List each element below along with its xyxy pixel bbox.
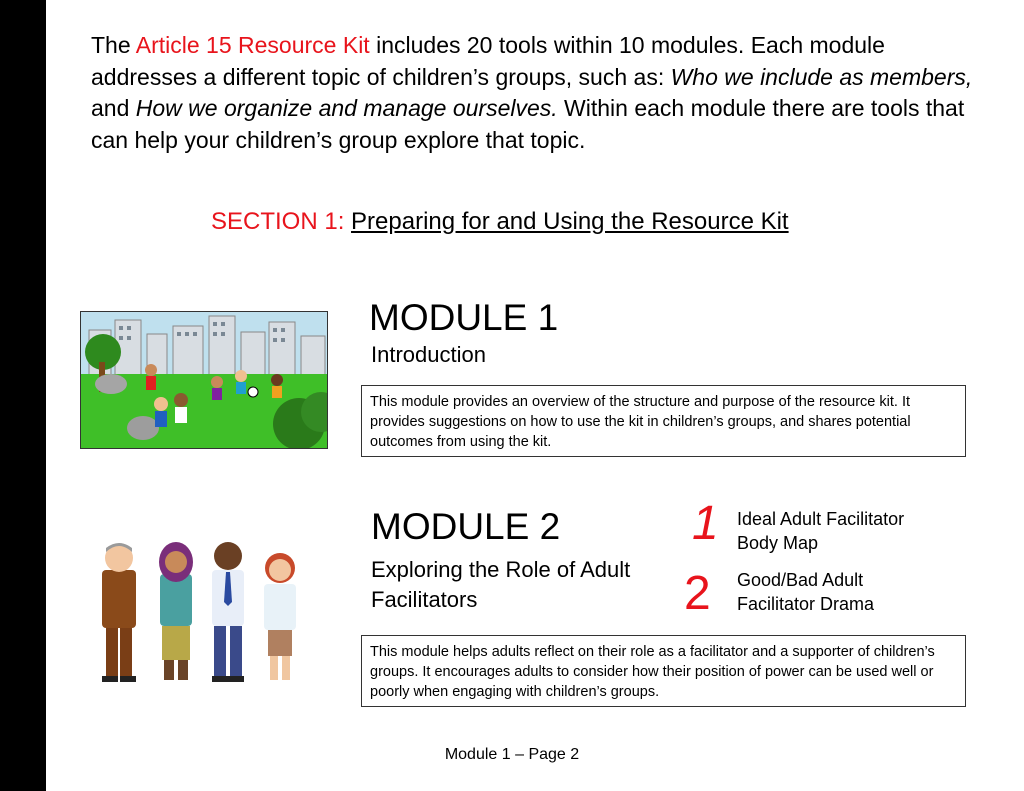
park-scene-illustration (80, 311, 328, 449)
module-2-subtitle: Exploring the Role of Adult Facilitators (371, 557, 631, 612)
module-2-description: This module helps adults reflect on their role as a facilitator and a supporter of children’s groups. It encourages adults to consider how their position of power can be used well or poorly when engaging with children’s groups. (361, 635, 966, 707)
intro-text: includes 20 tools within 10 modules. Each module addresses a different topic of children’s groups, such as: (91, 32, 885, 90)
section-heading (211, 208, 789, 236)
kit-name: Article 15 Resource Kit (135, 32, 370, 58)
tool-label: Good/Bad Adult Facilitator Drama (737, 570, 875, 614)
adult-facilitators-illustration (94, 540, 316, 685)
intro-paragraph (91, 30, 981, 156)
example-topic: How we organize and manage ourselves. (135, 95, 558, 121)
module-2-title: MODULE 2 (371, 506, 561, 547)
intro-text: The (91, 32, 136, 58)
tool-number: 1 (692, 497, 719, 550)
module-1-subtitle: Introduction (371, 342, 486, 367)
section-title: Preparing for and Using the Resource Kit (351, 208, 789, 235)
module-1-description: This module provides an overview of the structure and purpose of the resource kit. It provides suggestions on how to use the kit in children’s groups, and shares potential outcomes from using the kit. (361, 385, 966, 457)
example-topic: Who we include as members, (670, 63, 973, 90)
section-label: SECTION 1: (211, 208, 352, 235)
intro-text: and (91, 95, 136, 121)
tool-label: Ideal Adult Facilitator Body Map (737, 509, 905, 553)
left-sidebar-bar (0, 0, 46, 791)
page-footer: Module 1 – Page 2 (444, 746, 580, 763)
intro-text: Within each module there are tools that can help your children’s group explore that topic. (91, 95, 965, 153)
tool-number: 2 (684, 567, 711, 620)
module-1-title: MODULE 1 (369, 297, 559, 338)
